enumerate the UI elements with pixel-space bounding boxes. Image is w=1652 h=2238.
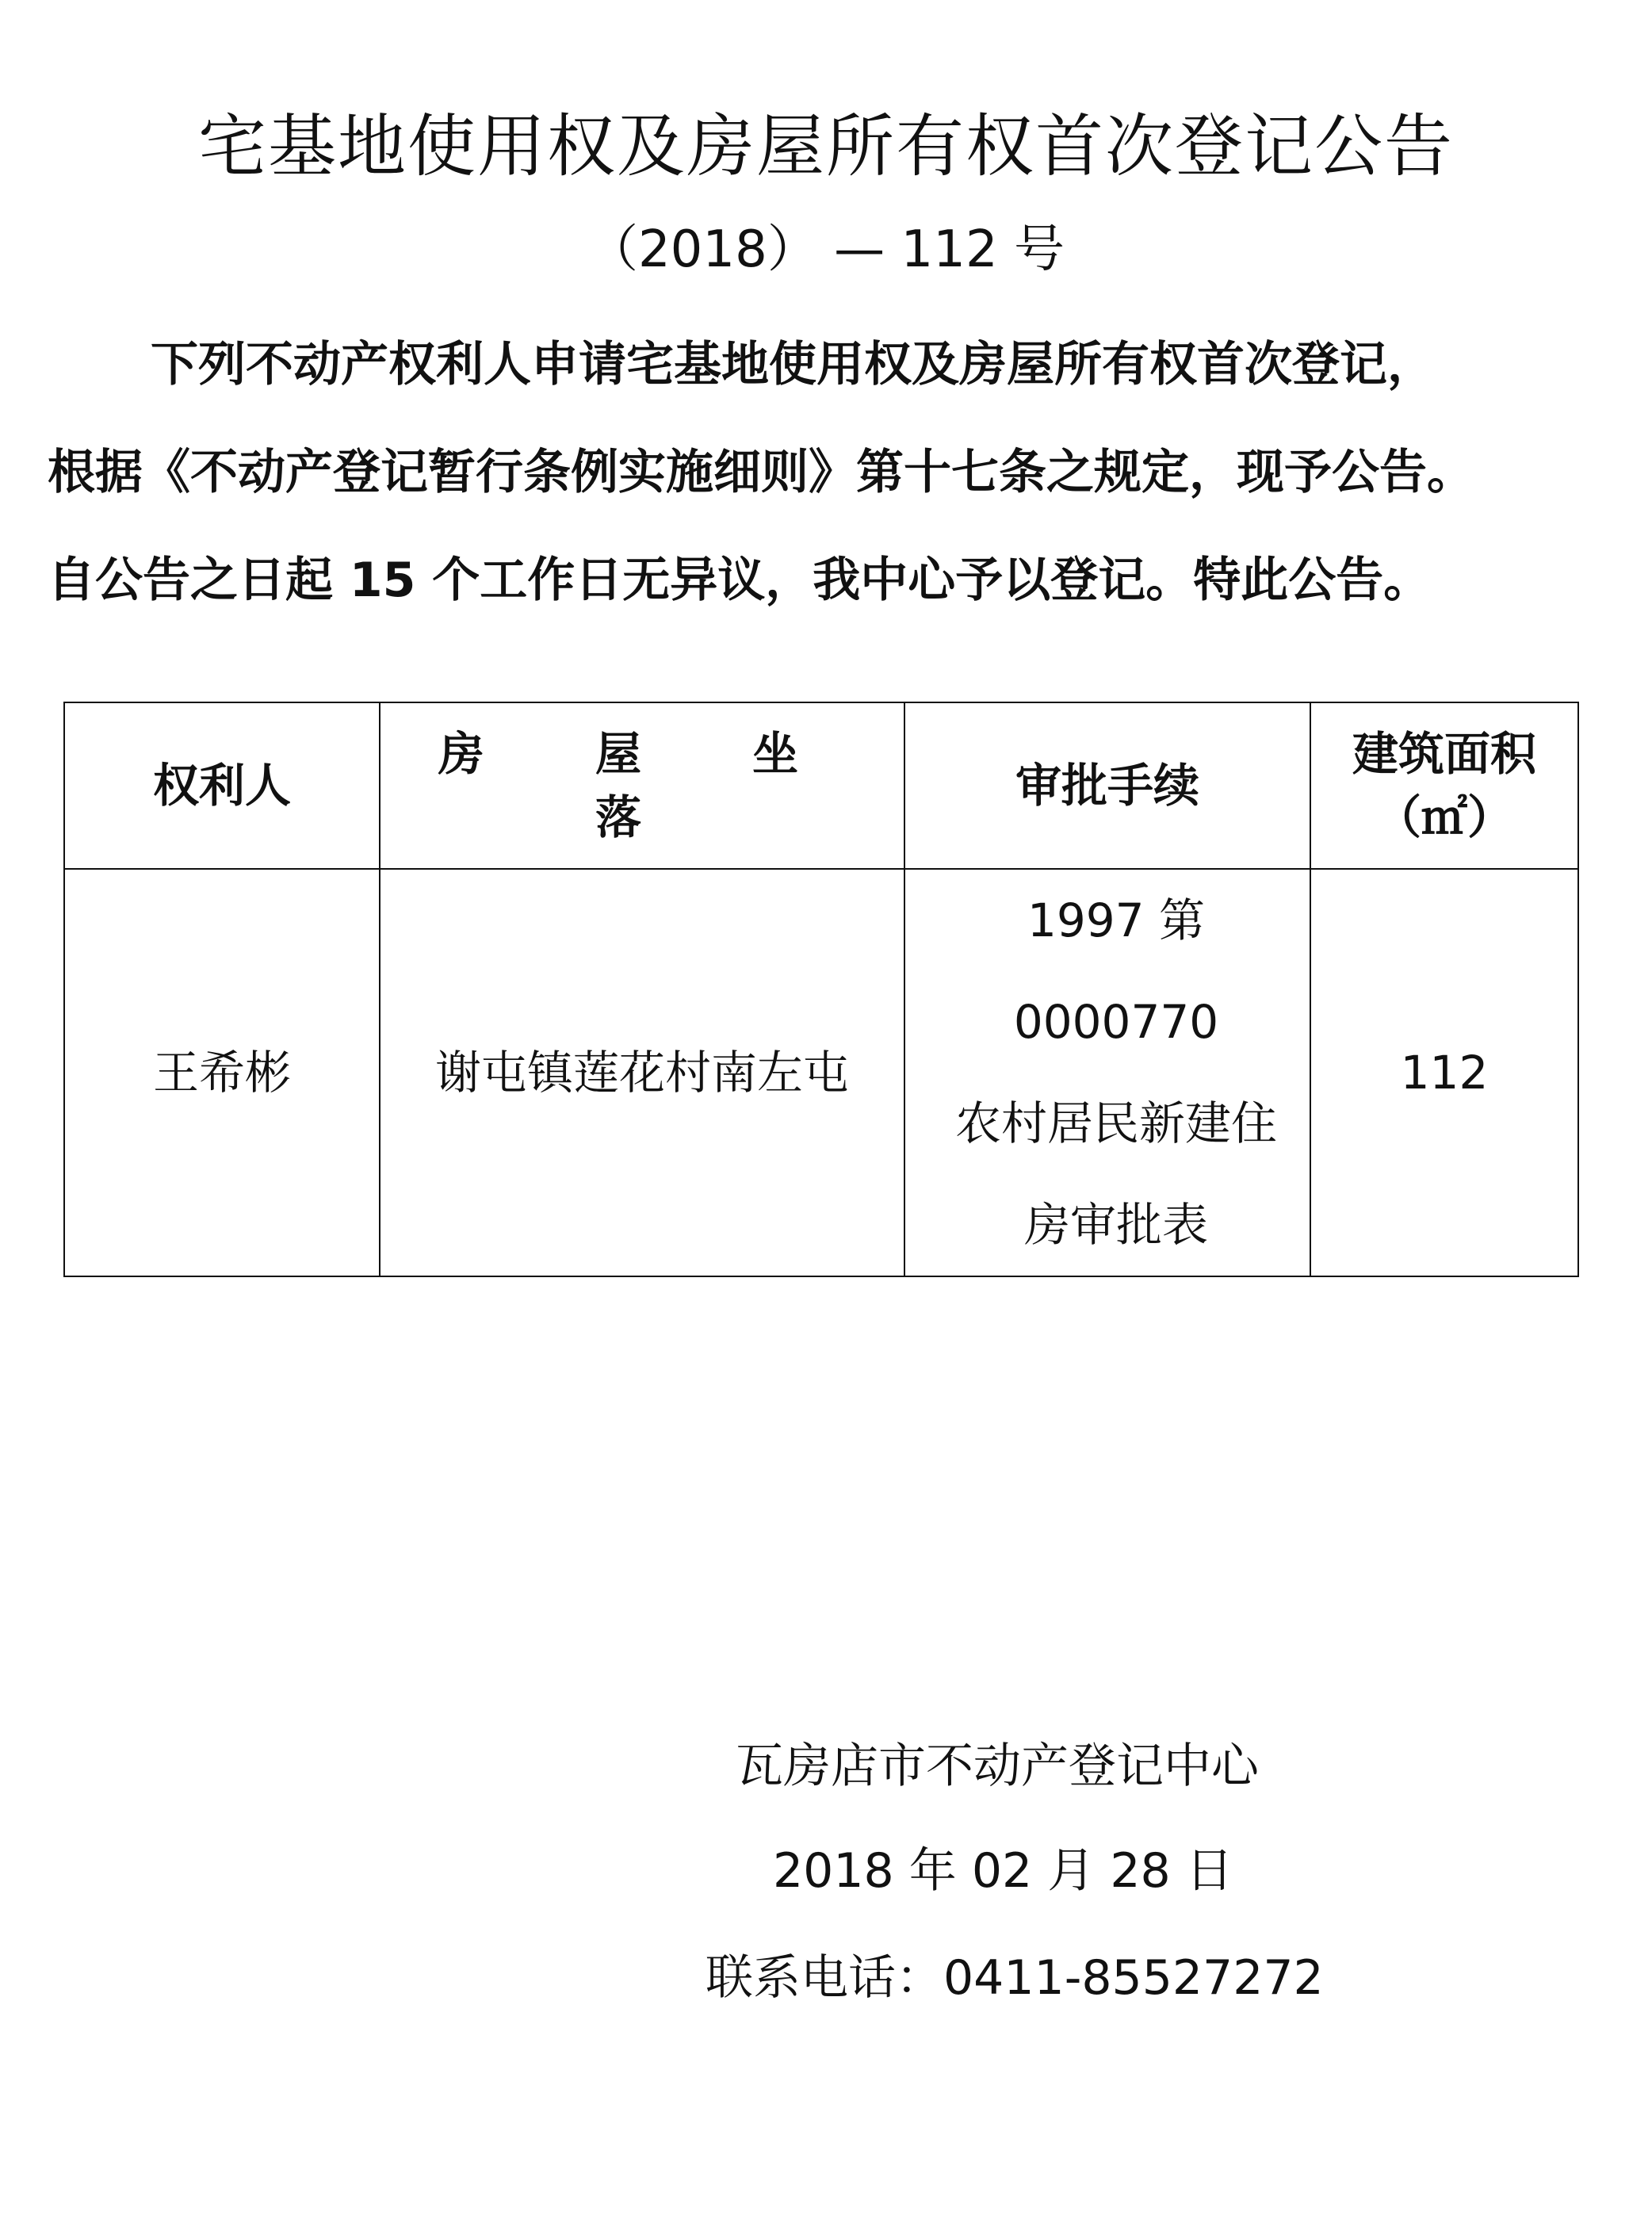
table-header-row xyxy=(64,702,1578,869)
approval-line-3: 房审批表 xyxy=(1023,1198,1208,1252)
table-row xyxy=(64,869,1578,1276)
header-area-label: 建筑面积 xyxy=(1352,727,1536,781)
cell-holder: 王希彬 xyxy=(64,869,380,1276)
header-approval: 审批手续 xyxy=(904,702,1310,869)
approval-line-2: 农村居民新建住 xyxy=(954,1096,1277,1150)
cell-area: 112 xyxy=(1310,869,1578,1276)
header-area-unit: （㎡） xyxy=(1375,790,1513,844)
notice-paragraph-line-3: 自公告之日起 15 个工作日无异议，我中心予以登记。特此公告。 xyxy=(48,553,1432,608)
footer-date: 2018 年 02 月 28 日 xyxy=(773,1843,1233,1899)
notice-number: （2018） — 112 号 xyxy=(587,220,1065,279)
approval-line-1: 1997 第 0000770 xyxy=(1013,893,1219,1049)
cell-location: 谢屯镇莲花村南左屯 xyxy=(380,869,904,1276)
notice-title: 宅基地使用权及房屋所有权首次登记公告 xyxy=(198,107,1454,186)
footer-phone: 联系电话：0411-85527272 xyxy=(706,1950,1324,2006)
notice-paragraph-line-1: 下列不动产权利人申请宅基地使用权及房屋所有权首次登记， xyxy=(151,337,1435,392)
cell-approval xyxy=(904,869,1310,1276)
registration-table xyxy=(63,702,1579,1277)
footer-organization: 瓦房店市不动产登记中心 xyxy=(736,1739,1259,1794)
header-holder: 权利人 xyxy=(64,702,380,869)
notice-paragraph-line-2: 根据《不动产登记暂行条例实施细则》第十七条之规定，现予公告。 xyxy=(48,445,1474,500)
header-location: 房 屋 坐 落 xyxy=(380,702,904,869)
header-area xyxy=(1310,702,1578,869)
